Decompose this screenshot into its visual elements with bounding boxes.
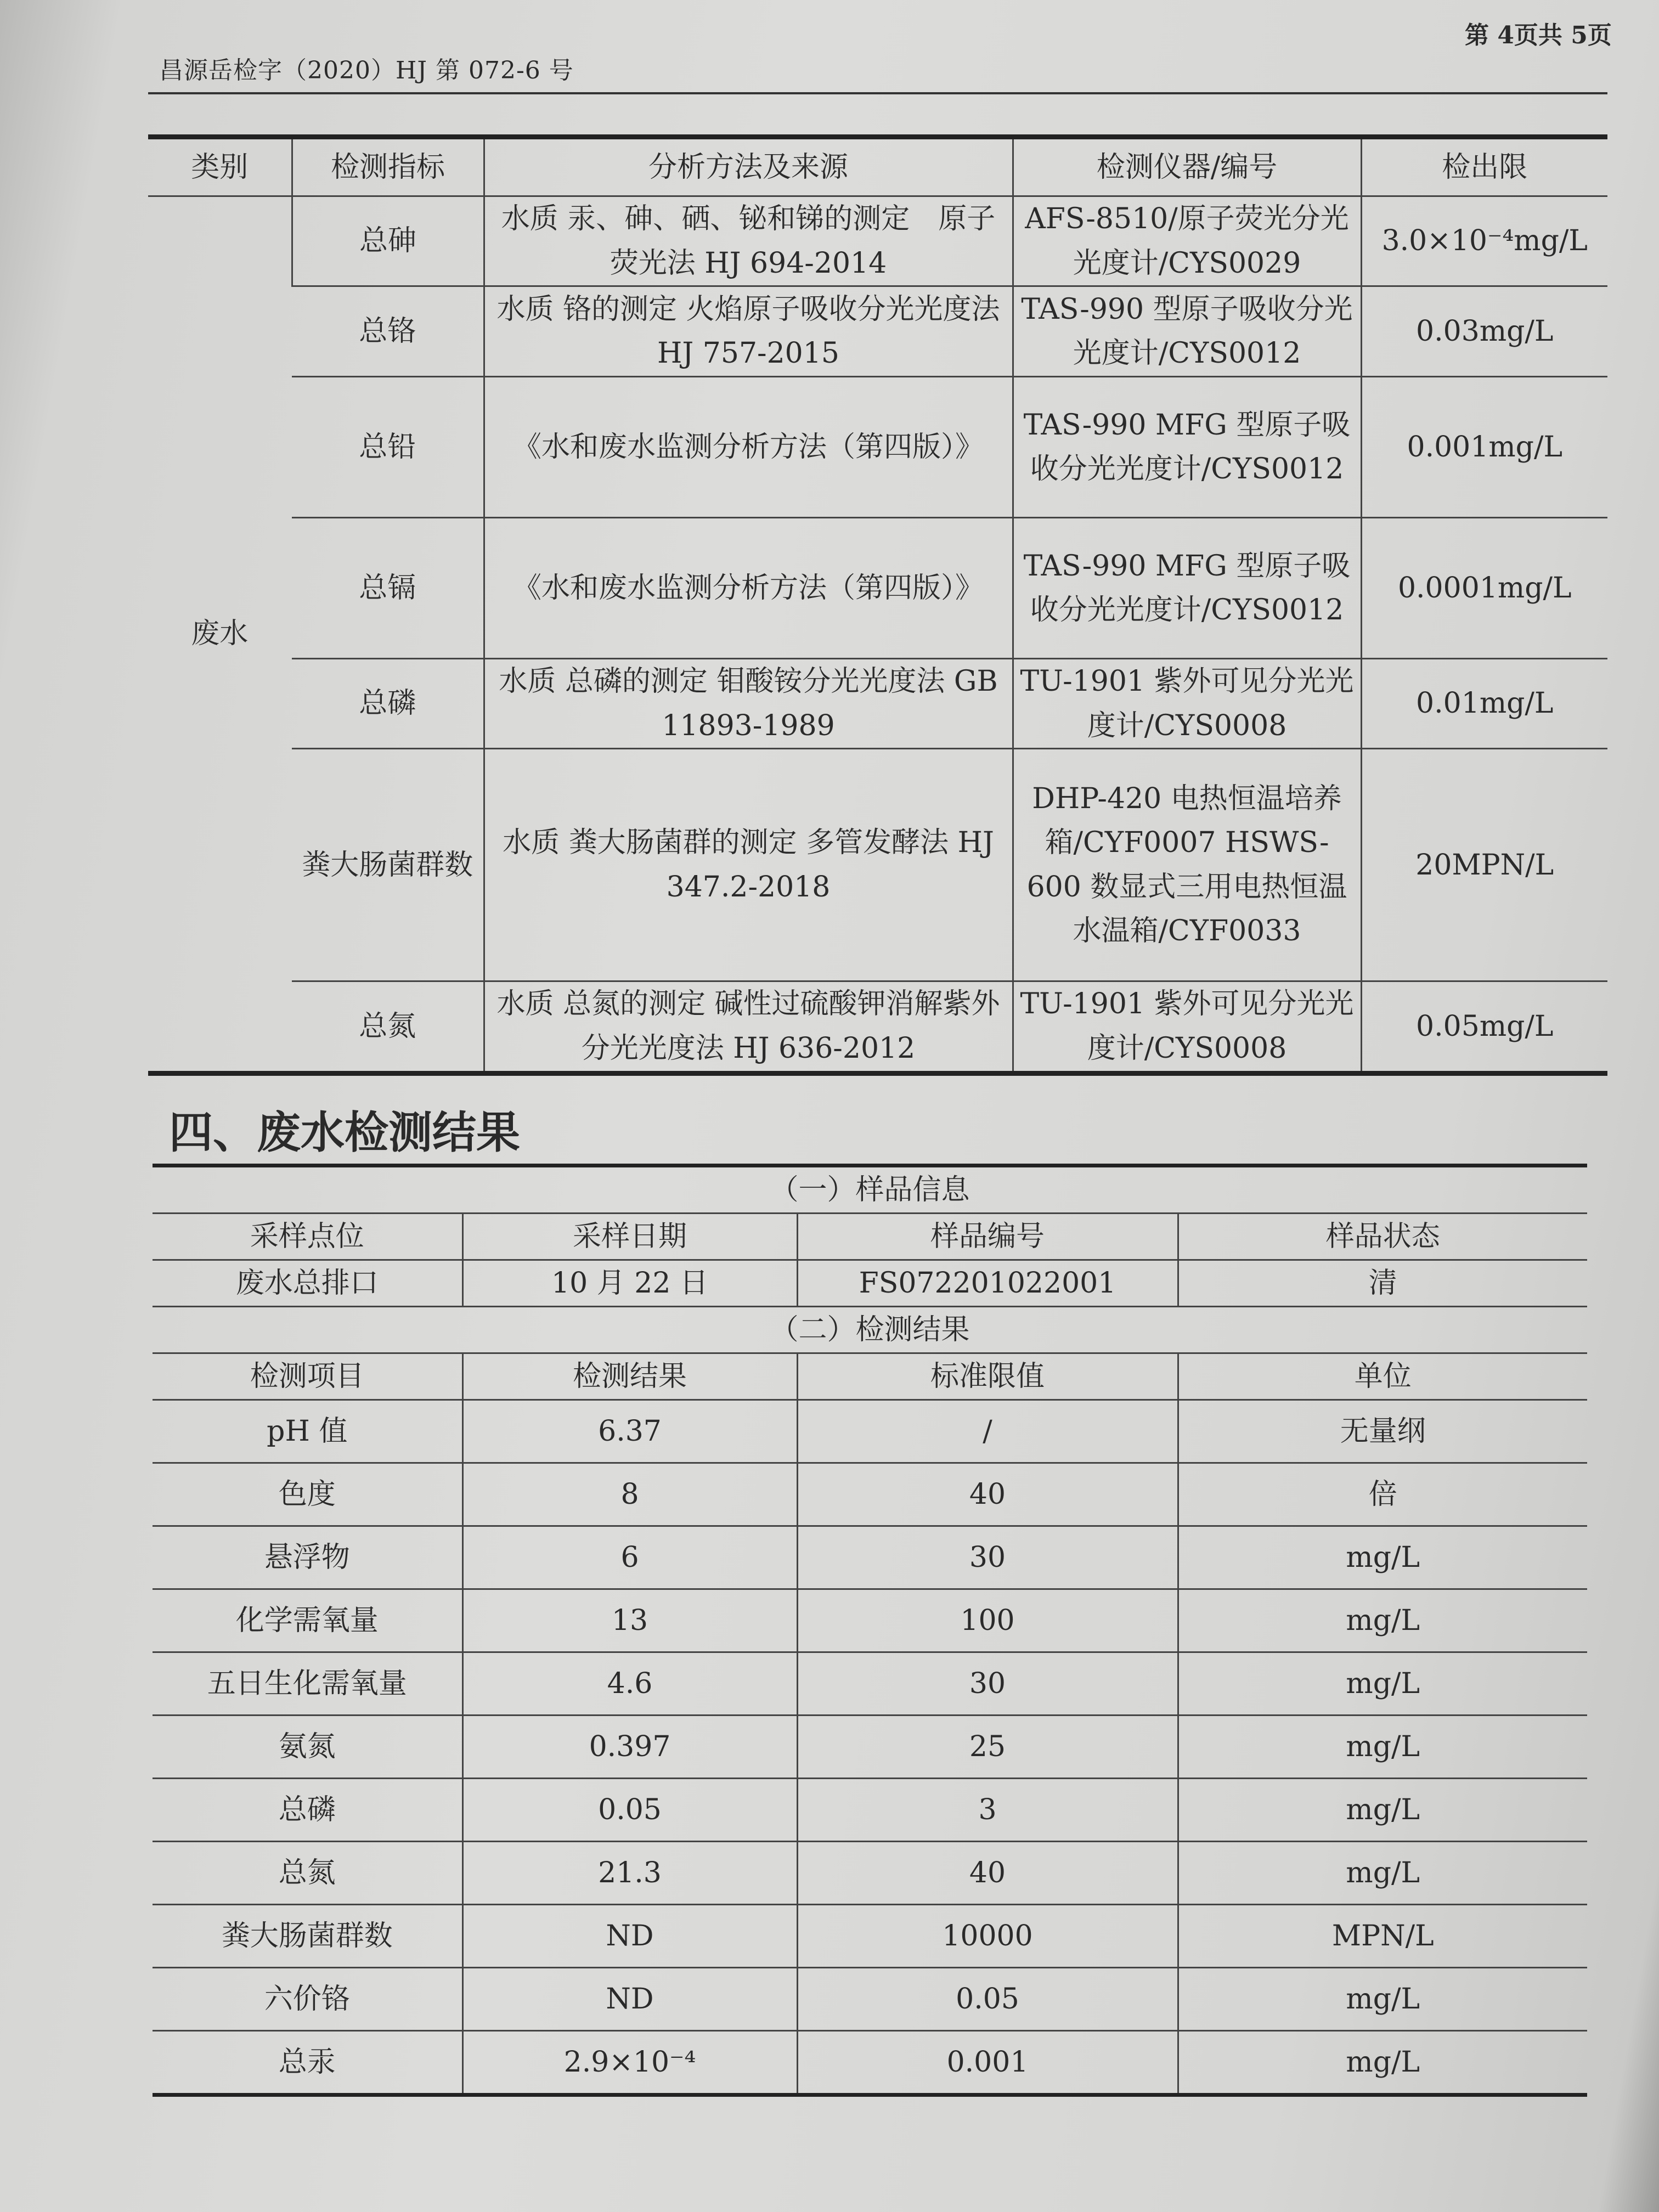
header-divider	[148, 92, 1607, 94]
result-cell: 6.37	[462, 1400, 797, 1463]
page-number: 第 4页共 5页	[1465, 21, 1612, 49]
indicator-cell: 总氮	[292, 981, 484, 1073]
instrument-cell: DHP-420 电热恒温培养箱/CYF0007 HSWS-600 数显式三用电热恒温水温箱/CYF0033	[1013, 749, 1361, 981]
column-header: 采样点位	[153, 1214, 462, 1260]
result-cell: ND	[462, 1905, 797, 1968]
sample-id: FS072201022001	[797, 1260, 1178, 1307]
unit-cell: mg/L	[1178, 1652, 1587, 1716]
instrument-cell: TU-1901 紫外可见分光光度计/CYS0008	[1013, 659, 1361, 749]
document-number: 昌源岳检字（2020）HJ 第 072-6 号	[159, 57, 574, 84]
test-item-cell: 六价铬	[153, 1968, 462, 2031]
method-row	[148, 981, 1607, 1073]
result-row	[153, 1716, 1587, 1779]
detection-limit-cell: 0.0001mg/L	[1361, 518, 1607, 659]
unit-cell: MPN/L	[1178, 1905, 1587, 1968]
result-cell: 6	[462, 1526, 797, 1589]
unit-cell: mg/L	[1178, 2031, 1587, 2095]
standard-limit-cell: 40	[797, 1463, 1178, 1526]
method-cell: 《水和废水监测分析方法（第四版）》	[484, 377, 1013, 518]
result-cell: 0.05	[462, 1779, 797, 1842]
result-row	[153, 2031, 1587, 2095]
method-cell: 水质 汞、砷、硒、铋和锑的测定 原子荧光法 HJ 694-2014	[484, 196, 1013, 286]
detection-limit-cell: 0.01mg/L	[1361, 659, 1607, 749]
method-row	[148, 286, 1607, 377]
instrument-cell: AFS-8510/原子荧光分光光度计/CYS0029	[1013, 196, 1361, 286]
standard-limit-cell: 25	[797, 1716, 1178, 1779]
sample-state: 清	[1178, 1260, 1587, 1307]
category-cell: 废水	[148, 196, 292, 1074]
result-row	[153, 1842, 1587, 1905]
test-item-cell: 总汞	[153, 2031, 462, 2095]
method-cell: 水质 总磷的测定 钼酸铵分光光度法 GB 11893-1989	[484, 659, 1013, 749]
column-header: 检出限	[1361, 137, 1607, 196]
method-row	[148, 196, 1607, 286]
indicator-cell: 粪大肠菌群数	[292, 749, 484, 981]
section-title: 四、废水检测结果	[169, 1107, 520, 1158]
test-item-cell: 总氮	[153, 1842, 462, 1905]
method-row	[148, 749, 1607, 981]
standard-limit-cell: 3	[797, 1779, 1178, 1842]
result-cell: 8	[462, 1463, 797, 1526]
result-cell: ND	[462, 1968, 797, 2031]
sample-info-title: （一）样品信息	[153, 1166, 1587, 1214]
unit-cell: 倍	[1178, 1463, 1587, 1526]
unit-cell: mg/L	[1178, 1526, 1587, 1589]
unit-cell: mg/L	[1178, 1779, 1587, 1842]
column-header: 检测项目	[153, 1353, 462, 1400]
result-cell: 2.9×10⁻⁴	[462, 2031, 797, 2095]
column-header: 类别	[148, 137, 292, 196]
sample-info-row	[153, 1260, 1587, 1307]
standard-limit-cell: 100	[797, 1589, 1178, 1652]
test-item-cell: 化学需氧量	[153, 1589, 462, 1652]
column-header: 样品编号	[797, 1214, 1178, 1260]
sample-info-title-row	[153, 1166, 1587, 1214]
sample-info-header-row	[153, 1214, 1587, 1260]
unit-cell: mg/L	[1178, 1589, 1587, 1652]
indicator-cell: 总镉	[292, 518, 484, 659]
test-item-cell: 色度	[153, 1463, 462, 1526]
column-header: 标准限值	[797, 1353, 1178, 1400]
detection-limit-cell: 20MPN/L	[1361, 749, 1607, 981]
standard-limit-cell: 40	[797, 1842, 1178, 1905]
indicator-cell: 总铬	[292, 286, 484, 377]
column-header: 检测指标	[292, 137, 484, 196]
instrument-cell: TAS-990 MFG 型原子吸收分光光度计/CYS0012	[1013, 377, 1361, 518]
result-row	[153, 1463, 1587, 1526]
result-row	[153, 1400, 1587, 1463]
column-header: 单位	[1178, 1353, 1587, 1400]
result-row	[153, 1652, 1587, 1716]
indicator-cell: 总铅	[292, 377, 484, 518]
unit-cell: mg/L	[1178, 1716, 1587, 1779]
sampling-date: 10 月 22 日	[462, 1260, 797, 1307]
result-cell: 4.6	[462, 1652, 797, 1716]
result-cell: 21.3	[462, 1842, 797, 1905]
result-row	[153, 1968, 1587, 2031]
test-item-cell: 粪大肠菌群数	[153, 1905, 462, 1968]
results-title: （二）检测结果	[153, 1307, 1587, 1353]
instrument-cell: TAS-990 型原子吸收分光光度计/CYS0012	[1013, 286, 1361, 377]
test-item-cell: 五日生化需氧量	[153, 1652, 462, 1716]
column-header: 检测结果	[462, 1353, 797, 1400]
result-cell: 0.397	[462, 1716, 797, 1779]
instrument-cell: TAS-990 MFG 型原子吸收分光光度计/CYS0012	[1013, 518, 1361, 659]
test-item-cell: pH 值	[153, 1400, 462, 1463]
standard-limit-cell: 30	[797, 1526, 1178, 1589]
column-header: 检测仪器/编号	[1013, 137, 1361, 196]
indicator-cell: 总砷	[292, 196, 484, 286]
result-row	[153, 1589, 1587, 1652]
unit-cell: mg/L	[1178, 1842, 1587, 1905]
results-title-row	[153, 1307, 1587, 1353]
method-row	[148, 377, 1607, 518]
unit-cell: mg/L	[1178, 1968, 1587, 2031]
test-item-cell: 总磷	[153, 1779, 462, 1842]
detection-limit-cell: 0.03mg/L	[1361, 286, 1607, 377]
method-cell: 水质 粪大肠菌群的测定 多管发酵法 HJ 347.2-2018	[484, 749, 1013, 981]
result-row	[153, 1905, 1587, 1968]
unit-cell: 无量纲	[1178, 1400, 1587, 1463]
results-table	[153, 1164, 1587, 2097]
standard-limit-cell: 0.001	[797, 2031, 1178, 2095]
detection-limit-cell: 0.001mg/L	[1361, 377, 1607, 518]
standard-limit-cell: 0.05	[797, 1968, 1178, 2031]
method-row	[148, 518, 1607, 659]
standard-limit-cell: 30	[797, 1652, 1178, 1716]
method-cell: 《水和废水监测分析方法（第四版）》	[484, 518, 1013, 659]
standard-limit-cell: /	[797, 1400, 1178, 1463]
column-header: 样品状态	[1178, 1214, 1587, 1260]
method-row	[148, 659, 1607, 749]
detection-limit-cell: 0.05mg/L	[1361, 981, 1607, 1073]
result-cell: 13	[462, 1589, 797, 1652]
methods-table	[148, 134, 1607, 1076]
result-row	[153, 1779, 1587, 1842]
test-item-cell: 氨氮	[153, 1716, 462, 1779]
detection-limit-cell: 3.0×10⁻⁴mg/L	[1361, 196, 1607, 286]
methods-header-row	[148, 137, 1607, 196]
sampling-site: 废水总排口	[153, 1260, 462, 1307]
method-cell: 水质 总氮的测定 碱性过硫酸钾消解紫外分光光度法 HJ 636-2012	[484, 981, 1013, 1073]
column-header: 分析方法及来源	[484, 137, 1013, 196]
instrument-cell: TU-1901 紫外可见分光光度计/CYS0008	[1013, 981, 1361, 1073]
indicator-cell: 总磷	[292, 659, 484, 749]
column-header: 采样日期	[462, 1214, 797, 1260]
method-cell: 水质 铬的测定 火焰原子吸收分光光度法 HJ 757-2015	[484, 286, 1013, 377]
standard-limit-cell: 10000	[797, 1905, 1178, 1968]
test-item-cell: 悬浮物	[153, 1526, 462, 1589]
result-row	[153, 1526, 1587, 1589]
results-header-row	[153, 1353, 1587, 1400]
